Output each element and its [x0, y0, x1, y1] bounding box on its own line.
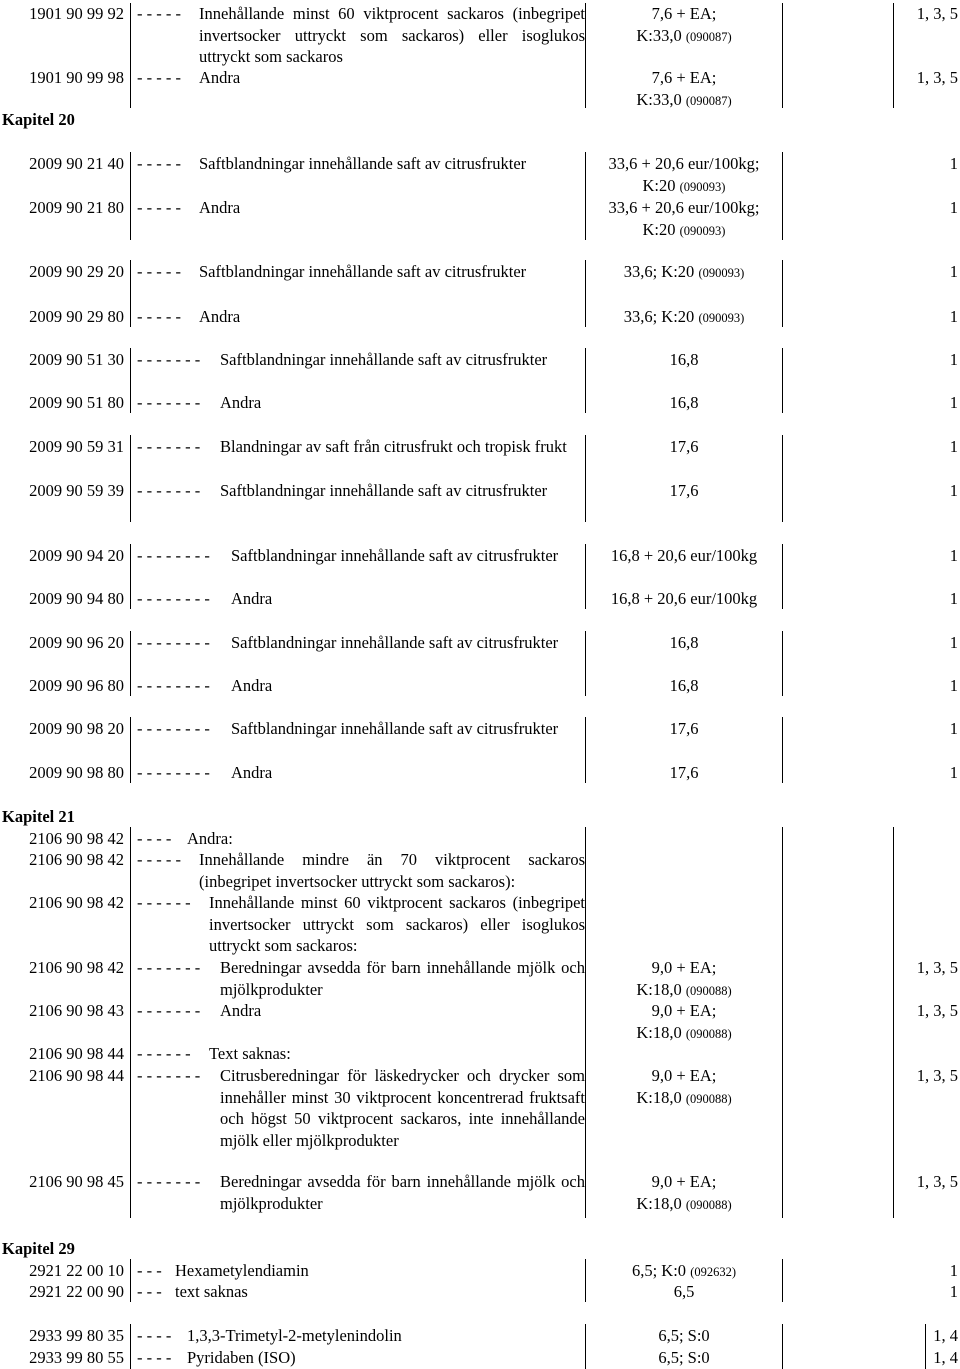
commodity-code: 2009 90 21 40 — [29, 154, 124, 173]
commodity-code: 2009 90 59 39 — [29, 481, 124, 500]
duty-line — [584, 436, 784, 458]
duty-rate — [584, 261, 784, 285]
duty-reference: (090093) — [679, 179, 726, 194]
duty-value: 9,0 + EA; — [651, 1001, 717, 1020]
column-divider — [585, 3, 586, 108]
duty-line — [584, 175, 784, 199]
indent-dashes: - - - - - - — [137, 893, 191, 912]
indent-dashes: - - - - - - — [137, 1044, 191, 1063]
indent-dashes: - - - - - - - - — [137, 763, 210, 782]
duty-rate — [584, 1065, 784, 1110]
footnote-refs: 1 — [949, 154, 958, 173]
column-divider — [585, 631, 586, 696]
column-divider — [585, 435, 586, 522]
indent-dashes: - - - - - - - — [137, 958, 201, 977]
footnote-refs: 1 — [949, 1282, 958, 1301]
duty-line — [584, 1193, 784, 1217]
commodity-code: 2009 90 59 31 — [29, 437, 124, 456]
duty-value: 6,5; S:0 — [658, 1326, 710, 1345]
indent-dashes: - - - - — [137, 829, 172, 848]
column-divider — [782, 152, 783, 240]
column-divider — [782, 827, 783, 1218]
duty-rate — [584, 545, 784, 567]
commodity-code: 2106 90 98 45 — [29, 1172, 124, 1191]
duty-rate — [584, 675, 784, 697]
commodity-code: 2009 90 94 20 — [29, 546, 124, 565]
footnote-refs: 1 — [949, 1261, 958, 1280]
footnote-refs: 1, 3, 5 — [916, 1172, 958, 1191]
duty-line — [584, 632, 784, 654]
duty-value: K:20 — [642, 175, 676, 195]
commodity-code: 2106 90 98 42 — [29, 850, 124, 869]
duty-value: 16,8 + 20,6 eur/100kg — [610, 589, 758, 608]
commodity-code: 2106 90 98 43 — [29, 1001, 124, 1020]
column-divider — [893, 3, 894, 108]
duty-line — [584, 718, 784, 740]
commodity-code: 2009 90 94 80 — [29, 589, 124, 608]
column-divider — [130, 348, 131, 413]
column-divider — [782, 544, 783, 609]
footnote-refs: 1 — [949, 393, 958, 412]
duty-value: 17,6 — [669, 481, 699, 500]
commodity-code: 2933 99 80 35 — [29, 1326, 124, 1345]
column-divider — [130, 827, 131, 1218]
commodity-code: 2921 22 00 90 — [29, 1282, 124, 1301]
duty-value: 6,5; K:0 — [631, 1261, 687, 1280]
indent-dashes: - - - - - — [137, 198, 181, 217]
duty-value: 17,6 — [669, 437, 699, 456]
footnote-refs: 1 — [949, 350, 958, 369]
description: 1,3,3-Trimetyl-2-metylenindolin — [187, 1326, 402, 1345]
duty-value: 17,6 — [669, 719, 699, 738]
column-divider — [585, 1259, 586, 1302]
commodity-code: 2009 90 21 80 — [29, 198, 124, 217]
column-divider — [782, 717, 783, 783]
duty-value: 7,6 + EA; — [651, 4, 717, 23]
column-divider — [130, 260, 131, 327]
duty-line — [584, 392, 784, 414]
footnote-refs: 1 — [949, 633, 958, 652]
description: Hexametylendiamin — [175, 1261, 309, 1280]
duty-reference: (090087) — [685, 93, 732, 108]
duty-reference: (092632) — [690, 1265, 737, 1279]
description: Saftblandningar innehållande saft av citrusfrukter — [199, 154, 527, 173]
description: Andra — [220, 1001, 262, 1020]
duty-rate — [584, 349, 784, 371]
duty-rate — [584, 153, 784, 198]
duty-rate — [584, 718, 784, 740]
duty-rate — [584, 306, 784, 330]
duty-rate — [584, 1347, 784, 1369]
footnote-refs: 1, 3, 5 — [916, 1066, 958, 1085]
commodity-code: 2009 90 98 20 — [29, 719, 124, 738]
duty-line — [584, 89, 784, 113]
duty-line — [584, 1325, 784, 1347]
duty-value: 33,6 + 20,6 eur/100kg; — [608, 198, 760, 217]
duty-reference: (090088) — [685, 1091, 732, 1106]
column-divider — [782, 1259, 783, 1302]
indent-dashes: - - - — [137, 1282, 162, 1301]
commodity-code: 1901 90 99 92 — [29, 4, 124, 23]
footnote-refs: 1 — [949, 546, 958, 565]
description: Blandningar av saft från citrusfrukt och tropisk frukt — [220, 437, 567, 456]
commodity-code: 2009 90 51 30 — [29, 350, 124, 369]
duty-line — [584, 197, 784, 219]
commodity-code: 2009 90 29 20 — [29, 262, 124, 281]
column-divider — [925, 1324, 926, 1369]
chapter-heading: Kapitel 29 — [2, 1239, 75, 1258]
duty-value: 16,8 — [669, 633, 699, 652]
duty-line — [584, 979, 784, 1003]
commodity-code: 2009 90 96 80 — [29, 676, 124, 695]
description: Beredningar avsedda för barn innehållande mjölk och mjölkprodukter — [220, 1172, 585, 1213]
commodity-code: 2009 90 29 80 — [29, 307, 124, 326]
footnote-refs: 1 — [949, 481, 958, 500]
commodity-code: 2933 99 80 55 — [29, 1348, 124, 1367]
footnote-refs: 1, 3, 5 — [916, 68, 958, 87]
duty-rate — [584, 1000, 784, 1045]
duty-reference: (090093) — [679, 223, 726, 238]
commodity-code: 2009 90 96 20 — [29, 633, 124, 652]
indent-dashes: - - - - - - - — [137, 481, 201, 500]
description: Andra — [199, 307, 241, 326]
duty-rate — [584, 480, 784, 502]
description: Saftblandningar innehållande saft av citrusfrukter — [231, 546, 559, 565]
duty-value: 6,5 — [673, 1282, 695, 1301]
column-divider — [130, 3, 131, 108]
duty-line — [584, 588, 784, 610]
indent-dashes: - - - - — [137, 1348, 172, 1367]
duty-rate — [584, 762, 784, 784]
description: Andra — [231, 676, 273, 695]
indent-dashes: - - - - - - - — [137, 350, 201, 369]
duty-line — [584, 1022, 784, 1046]
commodity-code: 2106 90 98 42 — [29, 893, 124, 912]
duty-value: 17,6 — [669, 763, 699, 782]
footnote-refs: 1 — [949, 589, 958, 608]
commodity-code: 2106 90 98 42 — [29, 829, 124, 848]
footnote-refs: 1, 4 — [933, 1348, 958, 1367]
duty-rate — [584, 588, 784, 610]
column-divider — [130, 152, 131, 240]
description: Saftblandningar innehållande saft av citrusfrukter — [220, 481, 548, 500]
duty-rate — [584, 436, 784, 458]
column-divider — [130, 717, 131, 783]
description: Andra: — [187, 829, 233, 848]
duty-value: 7,6 + EA; — [651, 68, 717, 87]
indent-dashes: - - - - - — [137, 307, 181, 326]
duty-reference: (090093) — [698, 266, 745, 280]
footnote-refs: 1 — [949, 198, 958, 217]
duty-rate — [584, 957, 784, 1002]
description: Saftblandningar innehållande saft av citrusfrukter — [231, 633, 559, 652]
duty-value: 9,0 + EA; — [651, 1172, 717, 1191]
duty-rate — [584, 1281, 784, 1303]
duty-rate — [584, 1171, 784, 1216]
duty-line — [584, 306, 784, 330]
duty-line — [584, 480, 784, 502]
duty-value: 33,6 + 20,6 eur/100kg; — [608, 154, 760, 173]
duty-rate — [584, 67, 784, 112]
column-divider — [130, 1324, 131, 1369]
duty-line — [584, 1171, 784, 1193]
duty-value: K:18,0 — [636, 1022, 682, 1042]
description: Saftblandningar innehållande saft av citrusfrukter — [231, 719, 559, 738]
commodity-code: 2106 90 98 44 — [29, 1044, 124, 1063]
description: Innehållande mindre än 70 viktprocent sackaros (inbegripet invertsocker uttryckt som sackaros): — [199, 850, 585, 891]
duty-line — [584, 153, 784, 175]
footnote-refs: 1 — [949, 307, 958, 326]
duty-line — [584, 957, 784, 979]
description: Pyridaben (ISO) — [187, 1348, 296, 1367]
duty-value: K:18,0 — [636, 1193, 682, 1213]
duty-line — [584, 1087, 784, 1111]
duty-line — [584, 545, 784, 567]
chapter-heading: Kapitel 20 — [2, 110, 75, 129]
column-divider — [893, 827, 894, 1218]
duty-value: 16,8 + 20,6 eur/100kg — [610, 546, 758, 565]
indent-dashes: - - - - - — [137, 68, 181, 87]
indent-dashes: - - - — [137, 1261, 162, 1280]
duty-value: K:20 — [642, 219, 676, 239]
column-divider — [585, 827, 586, 1218]
description: Beredningar avsedda för barn innehållande mjölk och mjölkprodukter — [220, 958, 585, 999]
description: Saftblandningar innehållande saft av citrusfrukter — [199, 262, 527, 281]
duty-value: 9,0 + EA; — [651, 958, 717, 977]
commodity-code: 2009 90 51 80 — [29, 393, 124, 412]
description: text saknas — [175, 1282, 248, 1301]
description: Innehållande minst 60 viktprocent sackaros (inbegripet invertsocker uttryckt som sackaros) eller isoglukos uttryckt som sackaros: — [209, 893, 585, 955]
indent-dashes: - - - - - - - - — [137, 589, 210, 608]
duty-reference: (090088) — [685, 1026, 732, 1041]
indent-dashes: - - - - - — [137, 262, 181, 281]
duty-reference: (090087) — [685, 29, 732, 44]
duty-value: K:33,0 — [636, 25, 682, 45]
description: Innehållande minst 60 viktprocent sackaros (inbegripet invertsocker uttryckt som sackaros) eller isoglukos uttryckt som sackaros — [199, 4, 585, 66]
indent-dashes: - - - - - — [137, 154, 181, 173]
duty-line — [584, 1281, 784, 1303]
indent-dashes: - - - - - - - — [137, 393, 201, 412]
description: Andra — [199, 198, 241, 217]
column-divider — [130, 435, 131, 522]
duty-line — [584, 1000, 784, 1022]
duty-value: K:18,0 — [636, 979, 682, 999]
description: Saftblandningar innehållande saft av citrusfrukter — [220, 350, 548, 369]
column-divider — [585, 152, 586, 240]
duty-rate — [584, 1325, 784, 1347]
footnote-refs: 1 — [949, 763, 958, 782]
footnote-refs: 1, 4 — [933, 1326, 958, 1345]
duty-value: 16,8 — [669, 350, 699, 369]
duty-value: K:33,0 — [636, 89, 682, 109]
duty-rate — [584, 1260, 784, 1284]
duty-line — [584, 3, 784, 25]
indent-dashes: - - - - - - - — [137, 1066, 201, 1085]
duty-value: 6,5; S:0 — [658, 1348, 710, 1367]
duty-value: 9,0 + EA; — [651, 1066, 717, 1085]
commodity-code: 2106 90 98 42 — [29, 958, 124, 977]
column-divider — [782, 1324, 783, 1369]
chapter-heading: Kapitel 21 — [2, 807, 75, 826]
column-divider — [585, 1324, 586, 1369]
indent-dashes: - - - - - — [137, 4, 181, 23]
duty-line — [584, 762, 784, 784]
duty-rate — [584, 632, 784, 654]
duty-line — [584, 1260, 784, 1284]
footnote-refs: 1 — [949, 676, 958, 695]
indent-dashes: - - - - - — [137, 850, 181, 869]
duty-line — [584, 25, 784, 49]
footnote-refs: 1, 3, 5 — [916, 4, 958, 23]
duty-reference: (090088) — [685, 1197, 732, 1212]
indent-dashes: - - - - - - - - — [137, 719, 210, 738]
duty-rate — [584, 3, 784, 48]
commodity-code: 2921 22 00 10 — [29, 1261, 124, 1280]
footnote-refs: 1 — [949, 437, 958, 456]
column-divider — [782, 3, 783, 108]
column-divider — [130, 631, 131, 696]
footnote-refs: 1 — [949, 262, 958, 281]
description: Andra — [220, 393, 262, 412]
column-divider — [130, 1259, 131, 1302]
description: Andra — [199, 68, 241, 87]
duty-line — [584, 261, 784, 285]
column-divider — [130, 544, 131, 609]
indent-dashes: - - - - — [137, 1326, 172, 1345]
duty-value: 33,6; K:20 — [623, 262, 695, 281]
duty-line — [584, 1347, 784, 1369]
description: Andra — [231, 763, 273, 782]
indent-dashes: - - - - - - - - — [137, 633, 210, 652]
duty-value: 16,8 — [669, 676, 699, 695]
duty-line — [584, 67, 784, 89]
indent-dashes: - - - - - - - - — [137, 546, 210, 565]
duty-reference: (090093) — [698, 311, 745, 325]
column-divider — [782, 348, 783, 413]
indent-dashes: - - - - - - - — [137, 1001, 201, 1020]
duty-reference: (090088) — [685, 983, 732, 998]
column-divider — [585, 260, 586, 327]
column-divider — [585, 348, 586, 413]
duty-line — [584, 1065, 784, 1087]
duty-rate — [584, 392, 784, 414]
description: Citrusberedningar för läskedrycker och drycker som innehåller minst 30 viktprocent koncentrerad fruktsaft och högst 50 viktprocent sackaros, inte innehållande mjölk eller mjölkprodukter — [220, 1066, 585, 1150]
column-divider — [782, 260, 783, 327]
duty-line — [584, 675, 784, 697]
commodity-code: 1901 90 99 98 — [29, 68, 124, 87]
column-divider — [782, 435, 783, 522]
column-divider — [585, 717, 586, 783]
duty-value: K:18,0 — [636, 1087, 682, 1107]
commodity-code: 2009 90 98 80 — [29, 763, 124, 782]
indent-dashes: - - - - - - - — [137, 1172, 201, 1191]
duty-line — [584, 349, 784, 371]
duty-value: 33,6; K:20 — [623, 307, 695, 326]
duty-rate — [584, 197, 784, 242]
description: Text saknas: — [209, 1044, 291, 1063]
indent-dashes: - - - - - - - - — [137, 676, 210, 695]
column-divider — [782, 631, 783, 696]
footnote-refs: 1, 3, 5 — [916, 1001, 958, 1020]
column-divider — [585, 544, 586, 609]
duty-value: 16,8 — [669, 393, 699, 412]
description: Andra — [231, 589, 273, 608]
footnote-refs: 1 — [949, 719, 958, 738]
commodity-code: 2106 90 98 44 — [29, 1066, 124, 1085]
indent-dashes: - - - - - - - — [137, 437, 201, 456]
duty-line — [584, 219, 784, 243]
footnote-refs: 1, 3, 5 — [916, 958, 958, 977]
